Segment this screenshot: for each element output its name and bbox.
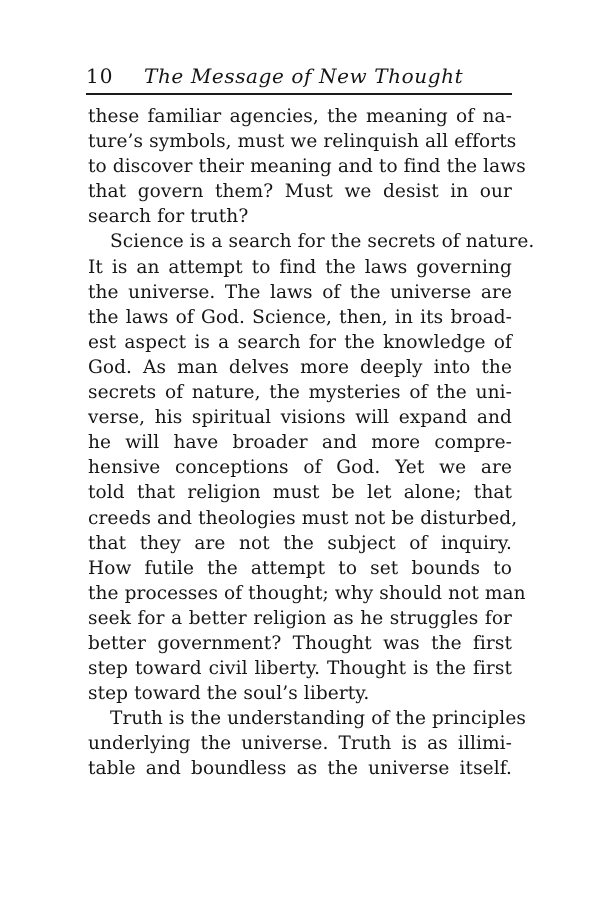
text-line: seek for a better religion as he struggles for xyxy=(88,607,512,629)
text-line: the laws of God. Science, then, in its broad- xyxy=(88,306,512,328)
text-line: to discover their meaning and to find the laws xyxy=(88,156,526,178)
page-number: 10 xyxy=(86,64,114,88)
text-line: secrets of nature, the mysteries of the uni- xyxy=(88,382,512,404)
text-line: underlying the universe. Truth is as illimi- xyxy=(88,733,512,755)
text-line: the universe. The laws of the universe are xyxy=(88,281,512,303)
text-line: that they are not the subject of inquiry. xyxy=(88,532,512,554)
text-line: the processes of thought; why should not man xyxy=(88,582,526,604)
running-title: The Message of New Thought xyxy=(144,64,464,88)
text-line: Science is a search for the secrets of nature. xyxy=(110,231,535,253)
text-line: he will have broader and more compre- xyxy=(88,432,512,454)
text-line: better government? Thought was the first xyxy=(88,632,512,654)
text-line: hensive conceptions of God. Yet we are xyxy=(88,457,512,479)
running-head xyxy=(86,64,512,90)
text-line: est aspect is a search for the knowledge of xyxy=(88,331,512,353)
text-line: that govern them? Must we desist in our xyxy=(88,181,512,203)
text-line: How futile the attempt to set bounds to xyxy=(88,557,512,579)
text-line: Truth is the understanding of the principles xyxy=(110,708,526,730)
text-line: verse, his spiritual visions will expand and xyxy=(88,407,512,429)
text-line: ture’s symbols, must we relinquish all efforts xyxy=(88,131,517,153)
text-line: told that religion must be let alone; that xyxy=(88,482,512,504)
text-line: It is an attempt to find the laws governing xyxy=(88,256,512,278)
body-text xyxy=(88,104,535,782)
text-line: step toward civil liberty. Thought is the first xyxy=(88,658,512,680)
text-line: these familiar agencies, the meaning of na- xyxy=(88,106,512,127)
text-line: search for truth? xyxy=(88,206,249,228)
header-rule xyxy=(86,93,512,95)
text-line: step toward the soul’s liberty. xyxy=(88,683,370,705)
text-line: table and boundless as the universe itself. xyxy=(88,758,512,780)
text-line: God. As man delves more deeply into the xyxy=(88,356,512,378)
text-line: creeds and theologies must not be disturbed, xyxy=(88,507,518,529)
